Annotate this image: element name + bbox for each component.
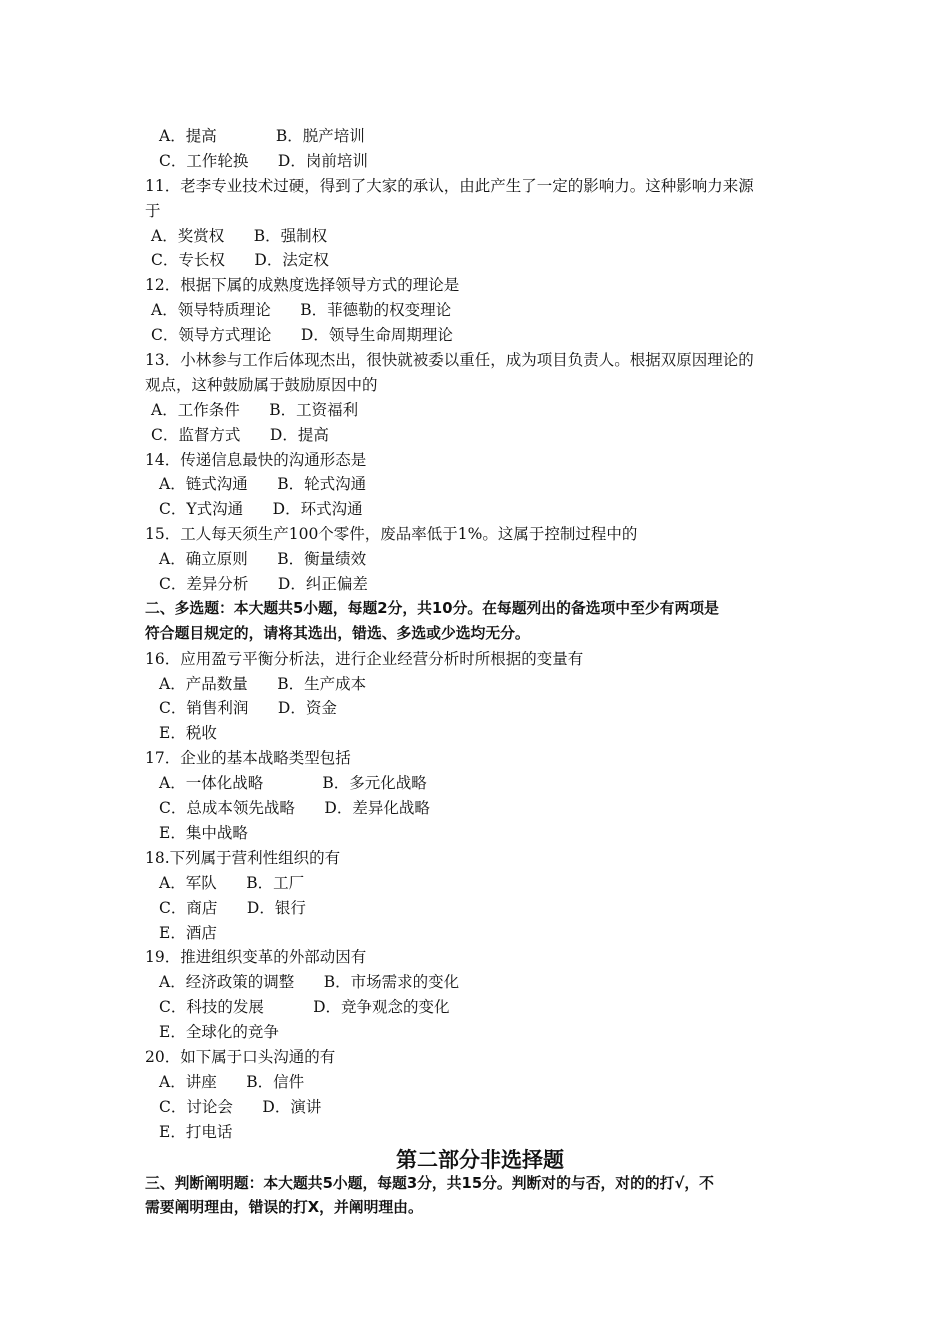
question-text-line: 15．工人每天须生产100个零件，废品率低于1%。这属于控制过程中的 [145,525,638,544]
option-line: E．集中战略 [159,823,248,842]
option-line: E．全球化的竞争 [159,1023,279,1042]
option-line: C．差异分析 D．纠正偏差 [159,575,368,594]
option-line: A．经济政策的调整 B．市场需求的变化 [159,973,460,992]
option-line: A．一体化战略 B．多元化战略 [159,774,427,793]
question-text-line: 20．如下属于口头沟通的有 [145,1047,336,1066]
option-line: A．领导特质理论 B．菲德勒的权变理论 [151,301,452,320]
option-line: C．监督方式 D．提高 [151,425,329,444]
section-heading-line: 符合题目规定的，请将其选出，错选、多选或少选均无分。 [145,624,530,642]
question-text-line: 于 [145,201,161,220]
option-line: C．Y式沟通 D．环式沟通 [159,500,363,519]
question-text-line: 观点，这种鼓励属于鼓励原因中的 [145,375,378,394]
option-line: E．税收 [159,724,217,743]
option-line: A．讲座 B．信件 [159,1072,305,1091]
option-line: A．确立原则 B．衡量绩效 [159,550,367,569]
option-line: A．提高 B．脱产培训 [159,127,365,145]
option-line: C．总成本领先战略 D．差异化战略 [159,799,430,818]
document-page [145,124,815,1221]
option-line: C．工作轮换 D．岗前培训 [159,151,368,170]
question-text-line: 11．老李专业技术过硬，得到了大家的承认，由此产生了一定的影响力。这种影响力来源 [145,176,754,195]
option-line: A．奖赏权 B．强制权 [151,226,328,245]
option-line: E．打电话 [159,1122,233,1141]
option-line: C．商店 D．银行 [159,898,306,917]
question-text-line: 19．推进组织变革的外部动因有 [145,948,367,967]
option-line: C．科技的发展 D．竞争观念的变化 [159,998,450,1017]
option-line: C．讨论会 D．演讲 [159,1097,322,1116]
option-line: C．销售利润 D．资金 [159,699,337,718]
section-heading-line: 二、多选题：本大题共5小题，每题2分，共10分。在每题列出的备选项中至少有两项是 [145,599,719,617]
question-list [145,124,815,1145]
question-text-line: 17．企业的基本战略类型包括 [145,749,351,768]
option-line: A．产品数量 B．生产成本 [159,674,367,693]
option-line: A．军队 B．工厂 [159,873,305,892]
option-line: A．链式沟通 B．轮式沟通 [159,475,367,494]
section-3-heading-line-2: 需要阐明理由，错误的打X，并阐明理由。 [145,1199,423,1217]
option-line: A．工作条件 B．工资福利 [151,400,359,419]
option-line: C．领导方式理论 D．领导生命周期理论 [151,326,453,345]
question-text-line: 16．应用盈亏平衡分析法，进行企业经营分析时所根据的变量有 [145,649,584,668]
question-text-line: 12．根据下属的成熟度选择领导方式的理论是 [145,276,460,295]
option-line: E．酒店 [159,923,217,942]
question-text-line: 13．小林参与工作后体现杰出，很快就被委以重任，成为项目负责人。根据双原因理论的 [145,351,754,370]
question-text-line: 18.下列属于营利性组织的有 [145,848,341,867]
section-3-heading-line-1: 三、判断阐明题：本大题共5小题，每题3分，共15分。判断对的与否，对的的打√，不 [145,1174,714,1192]
question-text-line: 14．传递信息最快的沟通形态是 [145,450,367,469]
part-title: 第二部分非选择题 [396,1147,564,1172]
option-line: C．专长权 D．法定权 [151,251,329,270]
